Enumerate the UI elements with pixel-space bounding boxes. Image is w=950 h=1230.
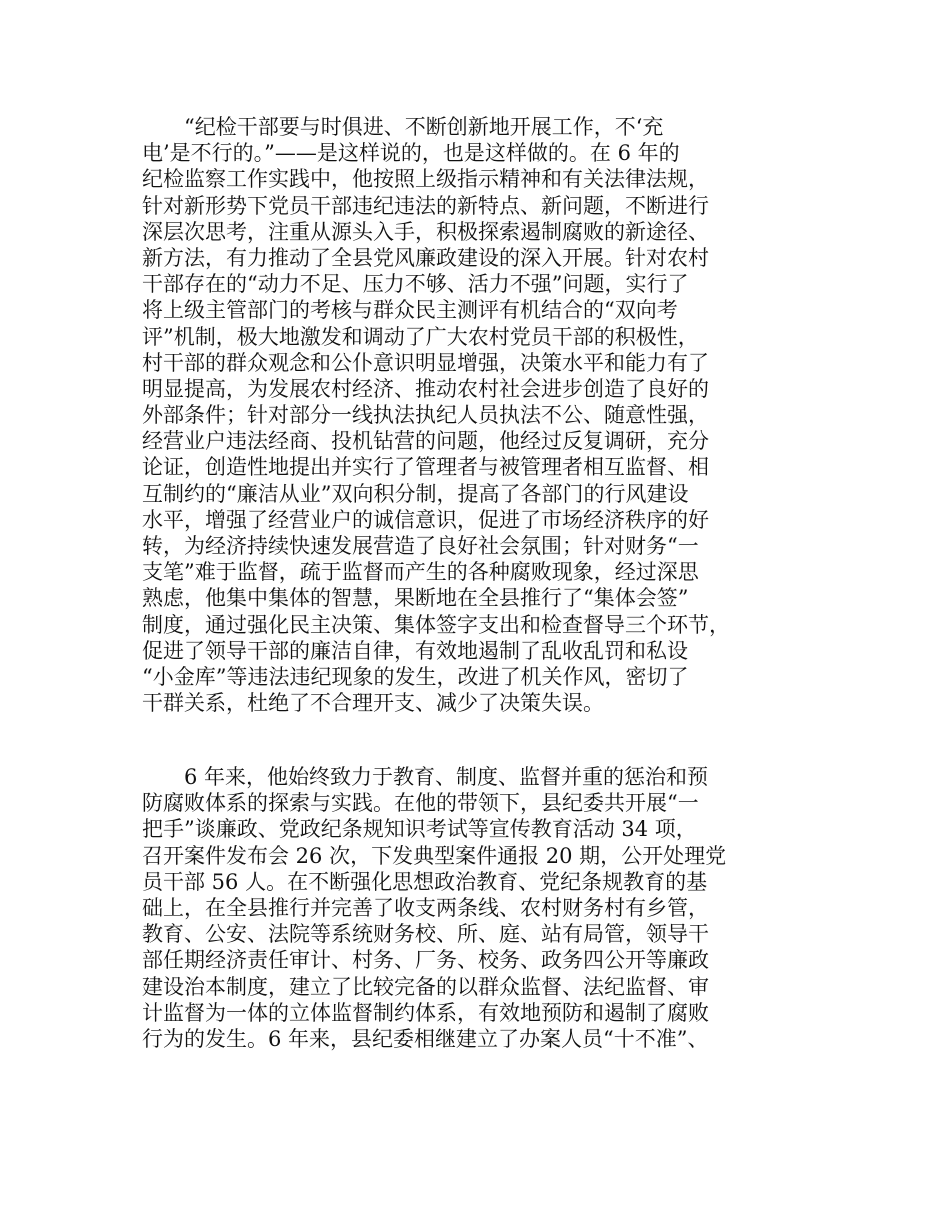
text-line: 计监督为一体的立体监督制约体系，有效地预防和遏制了腐败 <box>142 1000 709 1025</box>
text-line: 将上级主管部门的考核与群众民主测评有机结合的“双向考 <box>142 298 678 323</box>
text-line: 干群关系，杜绝了不合理开支、减少了决策失误。 <box>142 691 604 716</box>
text-line: 深层次思考，注重从源头入手，积极探索遏制腐败的新途径、 <box>142 219 709 244</box>
text-line: “纪检干部要与时俱进、不断创新地开展工作，不‘充 <box>184 115 664 139</box>
text-line: 支笔”难于监督，疏于监督而产生的各种腐败现象，经过深思 <box>142 560 699 585</box>
text-line: 召开案件发布会 26 次，下发典型案件通报 20 期，公开处理党 <box>142 843 727 868</box>
text-line: 6 年来，他始终致力于教育、制度、监督并重的惩治和预 <box>184 765 709 789</box>
text-line: 促进了领导干部的廉洁自律，有效地遏制了乱收乱罚和私设 <box>142 638 688 663</box>
paragraph-1 <box>142 114 832 716</box>
text-line: 制度，通过强化民主决策、集体签字支出和检查督导三个环节， <box>142 612 730 637</box>
text-line: 外部条件；针对部分一线执法执纪人员执法不公、随意性强， <box>142 403 709 428</box>
text-line: 员干部 56 人。在不断强化思想政治教育、党纪条规教育的基 <box>142 869 708 894</box>
text-line: 转，为经济持续快速发展营造了良好社会氛围；针对财务“一 <box>142 534 699 558</box>
text-line: 建设治本制度，建立了比较完备的以群众监督、法纪监督、审 <box>142 974 709 999</box>
text-line: 电’是不行的。”——是这样说的，也是这样做的。在 6 年的 <box>142 141 680 166</box>
text-line: 新方法，有力推动了全县党风廉政建设的深入开展。针对农村 <box>142 245 709 270</box>
text-line: 论证，创造性地提出并实行了管理者与被管理者相互监督、相 <box>142 455 709 480</box>
text-line: 针对新形势下党员干部违纪违法的新特点、新问题，不断进行 <box>142 193 709 218</box>
text-line: 评”机制，极大地激发和调动了广大农村党员干部的积极性， <box>142 324 699 349</box>
text-line: 互制约的“廉洁从业”双向积分制，提高了各部门的行风建设 <box>142 481 689 506</box>
text-line: 村干部的群众观念和公仆意识明显增强，决策水平和能力有了 <box>142 350 709 375</box>
text-line: 纪检监察工作实践中，他按照上级指示精神和有关法律法规， <box>142 167 709 192</box>
text-line: 干部存在的“动力不足、压力不够、活力不强”问题，实行了 <box>142 272 689 297</box>
text-line: “小金库”等违法违纪现象的发生，改进了机关作风，密切了 <box>142 664 689 689</box>
text-line: 明显提高，为发展农村经济、推动农村社会进步创造了良好的 <box>142 376 709 401</box>
text-line: 防腐败体系的探索与实践。在他的带领下，县纪委共开展“一 <box>142 791 699 816</box>
text-line: 把手”谈廉政、党政纪条规知识考试等宣传教育活动 34 项， <box>142 817 697 842</box>
text-line: 经营业户违法经商、投机钻营的问题，他经过反复调研，充分 <box>142 429 709 454</box>
paragraph-2 <box>142 764 832 1052</box>
text-line: 行为的发生。6 年来，县纪委相继建立了办案人员“十不准”、 <box>142 1026 709 1051</box>
text-line: 熟虑，他集中集体的智慧，果断地在全县推行了“集体会签” <box>142 586 689 611</box>
text-line: 教育、公安、法院等系统财务校、所、庭、站有局管，领导干 <box>142 922 709 947</box>
text-line: 础上，在全县推行并完善了收支两条线、农村财务村有乡管， <box>142 895 709 920</box>
text-line: 水平，增强了经营业户的诚信意识，促进了市场经济秩序的好 <box>142 507 709 532</box>
text-line: 部任期经济责任审计、村务、厂务、校务、政务四公开等廉政 <box>142 948 709 973</box>
